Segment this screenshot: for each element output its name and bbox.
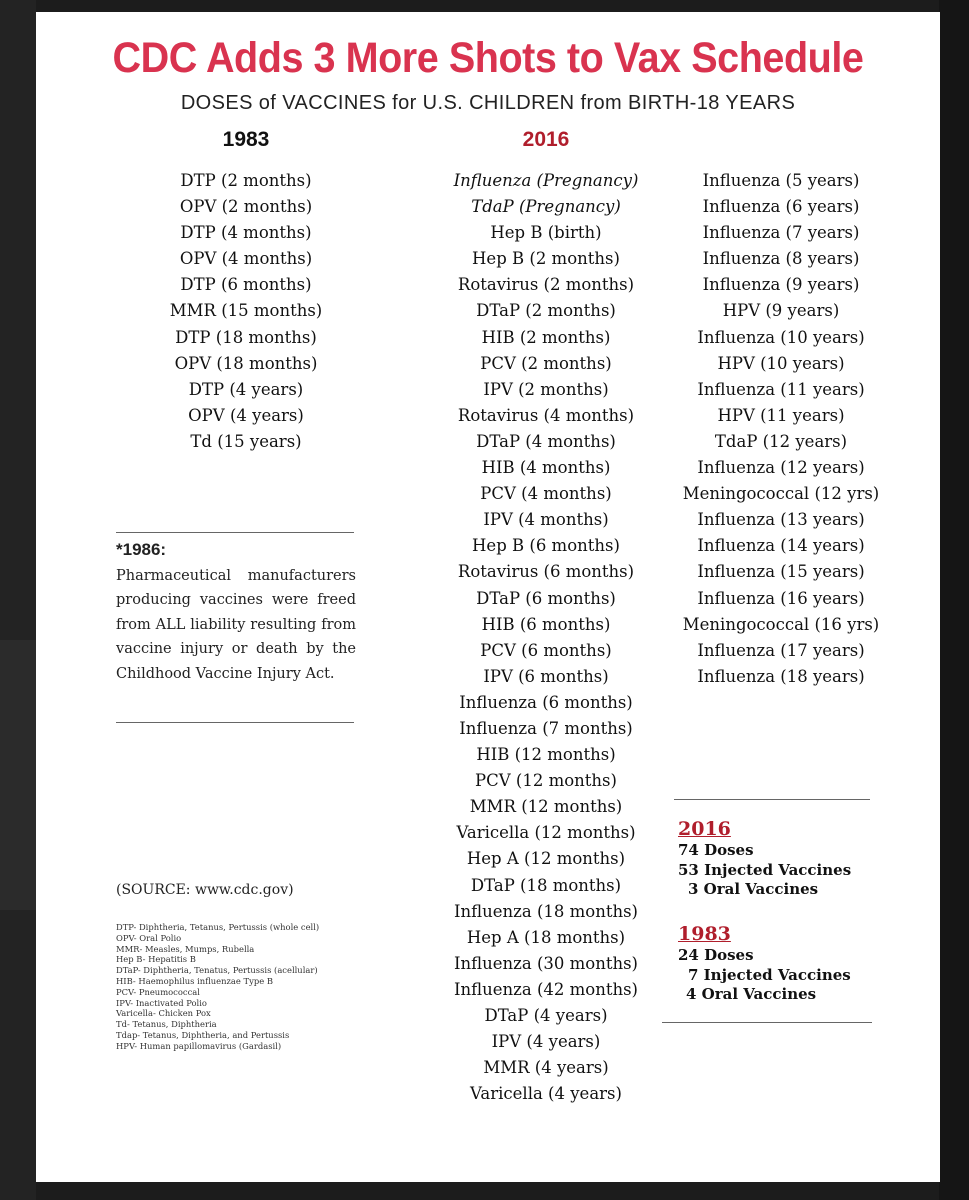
list-item: Influenza (30 months) [454,953,638,973]
list-item: Influenza (11 years) [697,379,865,399]
list-item: MMR (4 years) [483,1058,609,1078]
list-item: HPV (11 years) [717,405,845,425]
list-item: Rotavirus (6 months) [457,562,635,582]
list-item: PCV (6 months) [480,640,612,660]
list-item: Hep B (2 months) [472,249,620,269]
list-item: Hep B (birth) [490,223,602,243]
summary-oral: 3 Oral Vaccines [688,880,819,898]
legend-item: OPV- Oral Polio [116,932,182,943]
list-item: Influenza (18 years) [697,666,865,686]
note-body: Pharmaceutical manufacturers producing vaccines were freed from ALL liability resulting from vaccine injury or death by the Childhood Vaccine Injury Act. [116,568,356,682]
list-item: Influenza (5 years) [702,171,860,190]
list-item: OPV (4 years) [188,405,304,425]
list-item: Td (15 years) [190,431,302,451]
list-item: DTaP (18 months) [470,875,622,895]
list-item: Influenza (18 months) [454,901,638,921]
column-heading-2016: 2016 [522,128,570,151]
list-item: Influenza (42 months) [454,979,638,999]
list-item: Rotavirus (4 months) [457,405,635,425]
legend-item: MMR- Measles, Mumps, Rubella [116,943,255,954]
list-item: TdaP (Pregnancy) [471,197,621,217]
list-item: IPV (4 years) [491,1032,601,1052]
summary-1983 [678,922,851,1005]
list-item: Rotavirus (2 months) [457,275,635,295]
list-item: Influenza (15 years) [697,562,865,582]
summary-doses: 24 Doses [678,946,754,964]
note-bottom-divider [116,722,354,723]
summary-injected: 7 Injected Vaccines [688,965,851,984]
list-item: DTaP (6 months) [476,588,616,608]
list-item: IPV (4 months) [483,510,609,530]
list-item: Influenza (10 years) [697,327,865,347]
list-item: DTaP (4 months) [476,431,616,451]
legend-item: IPV- Inactivated Polio [116,997,207,1008]
list-item: Influenza (9 years) [702,275,860,295]
page-title: CDC Adds 3 More Shots to Vax Schedule [112,34,864,82]
list-item: Varicella (12 months) [456,823,636,843]
list-item: HIB (4 months) [481,458,611,478]
list-item: Influenza (16 years) [697,588,865,608]
list-item: DTP (2 months) [180,171,312,190]
list-item: Meningococcal (12 yrs) [682,484,880,504]
list-item: Influenza (6 months) [459,692,633,712]
legend-item: Td- Tetanus, Diphtheria [116,1019,217,1030]
note-top-divider [116,532,354,533]
list-item: PCV (2 months) [480,353,612,373]
list-item: DTP (4 years) [188,379,304,399]
list-item: DTaP (2 months) [476,301,616,321]
summary-injected: 53 Injected Vaccines [678,860,852,879]
background-right [939,0,969,1200]
list-item: Meningococcal (16 yrs) [682,614,880,634]
list-item: PCV (4 months) [480,484,612,504]
vaccine-list-1983 [126,168,366,455]
list-item: Influenza (17 years) [697,640,865,660]
list-item: DTaP (4 years) [484,1006,608,1025]
list-item: IPV (6 months) [483,666,609,686]
list-item: DTP (4 months) [180,223,312,243]
list-item: Influenza (Pregnancy) [453,171,639,190]
list-item: HPV (10 years) [717,353,845,373]
background-left [0,0,36,1200]
infographic-sheet [36,12,940,1182]
list-item: Hep A (12 months) [466,849,626,869]
legend-item: PCV- Pneumococcal [116,986,200,997]
list-item: IPV (2 months) [483,379,609,399]
list-item: HIB (6 months) [481,614,611,634]
legend-item: HPV- Human papillomavirus (Gardasil) [116,1040,282,1051]
legend-item: Tdap- Tetanus, Diphtheria, and Pertussis [116,1029,290,1040]
list-item: Influenza (7 months) [459,718,633,738]
list-item: Influenza (12 years) [697,458,865,478]
summary-year: 2016 [678,818,731,840]
list-item: OPV (2 months) [179,197,313,217]
list-item: Influenza (8 years) [702,249,860,269]
note-heading: *1986: [116,540,167,559]
background-panel [0,640,36,910]
column-heading-1983: 1983 [222,128,270,151]
summary-doses: 74 Doses [678,841,754,859]
list-item: HPV (9 years) [722,301,840,321]
legend-item: Hep B- Hepatitis B [116,954,196,965]
list-item: OPV (4 months) [179,249,313,269]
list-item: Varicella (4 years) [470,1084,622,1104]
list-item: MMR (15 months) [169,301,323,321]
summary-year: 1983 [678,923,731,945]
legend-item: Varicella- Chicken Pox [116,1008,211,1019]
list-item: HIB (12 months) [476,745,616,765]
summary-bottom-divider [662,1022,872,1023]
abbreviation-legend [116,922,319,1052]
list-item: Hep A (18 months) [466,927,626,947]
list-item: Influenza (6 years) [702,197,860,217]
summary-oral: 4 Oral Vaccines [686,985,817,1003]
list-item: Influenza (14 years) [697,536,865,556]
page-subtitle: DOSES of VACCINES for U.S. CHILDREN from BIRTH-18 YEARS [180,92,796,114]
legend-item: DTaP- Diphtheria, Tenatus, Pertussis (acellular) [116,965,318,976]
summary-top-divider [674,799,870,800]
list-item: DTP (18 months) [175,327,317,347]
legend-item: DTP- Diphtheria, Tetanus, Pertussis (whole cell) [116,922,320,932]
legend-item: HIB- Haemophilus influenzae Type B [116,975,273,986]
list-item: PCV (12 months) [475,771,617,791]
list-item: OPV (18 months) [174,353,318,373]
list-item: TdaP (12 years) [714,431,848,451]
list-item: Influenza (13 years) [697,510,865,530]
list-item: MMR (12 months) [469,797,623,817]
list-item: Hep B (6 months) [472,536,620,556]
vaccine-list-2016 [421,168,671,1107]
list-item: Influenza (7 years) [702,223,860,243]
summary-2016 [678,817,851,900]
vaccine-list-2016-continued [661,168,901,690]
source-citation: (SOURCE: www.cdc.gov) [116,882,294,898]
list-item: DTP (6 months) [180,275,312,295]
list-item: HIB (2 months) [481,327,611,347]
